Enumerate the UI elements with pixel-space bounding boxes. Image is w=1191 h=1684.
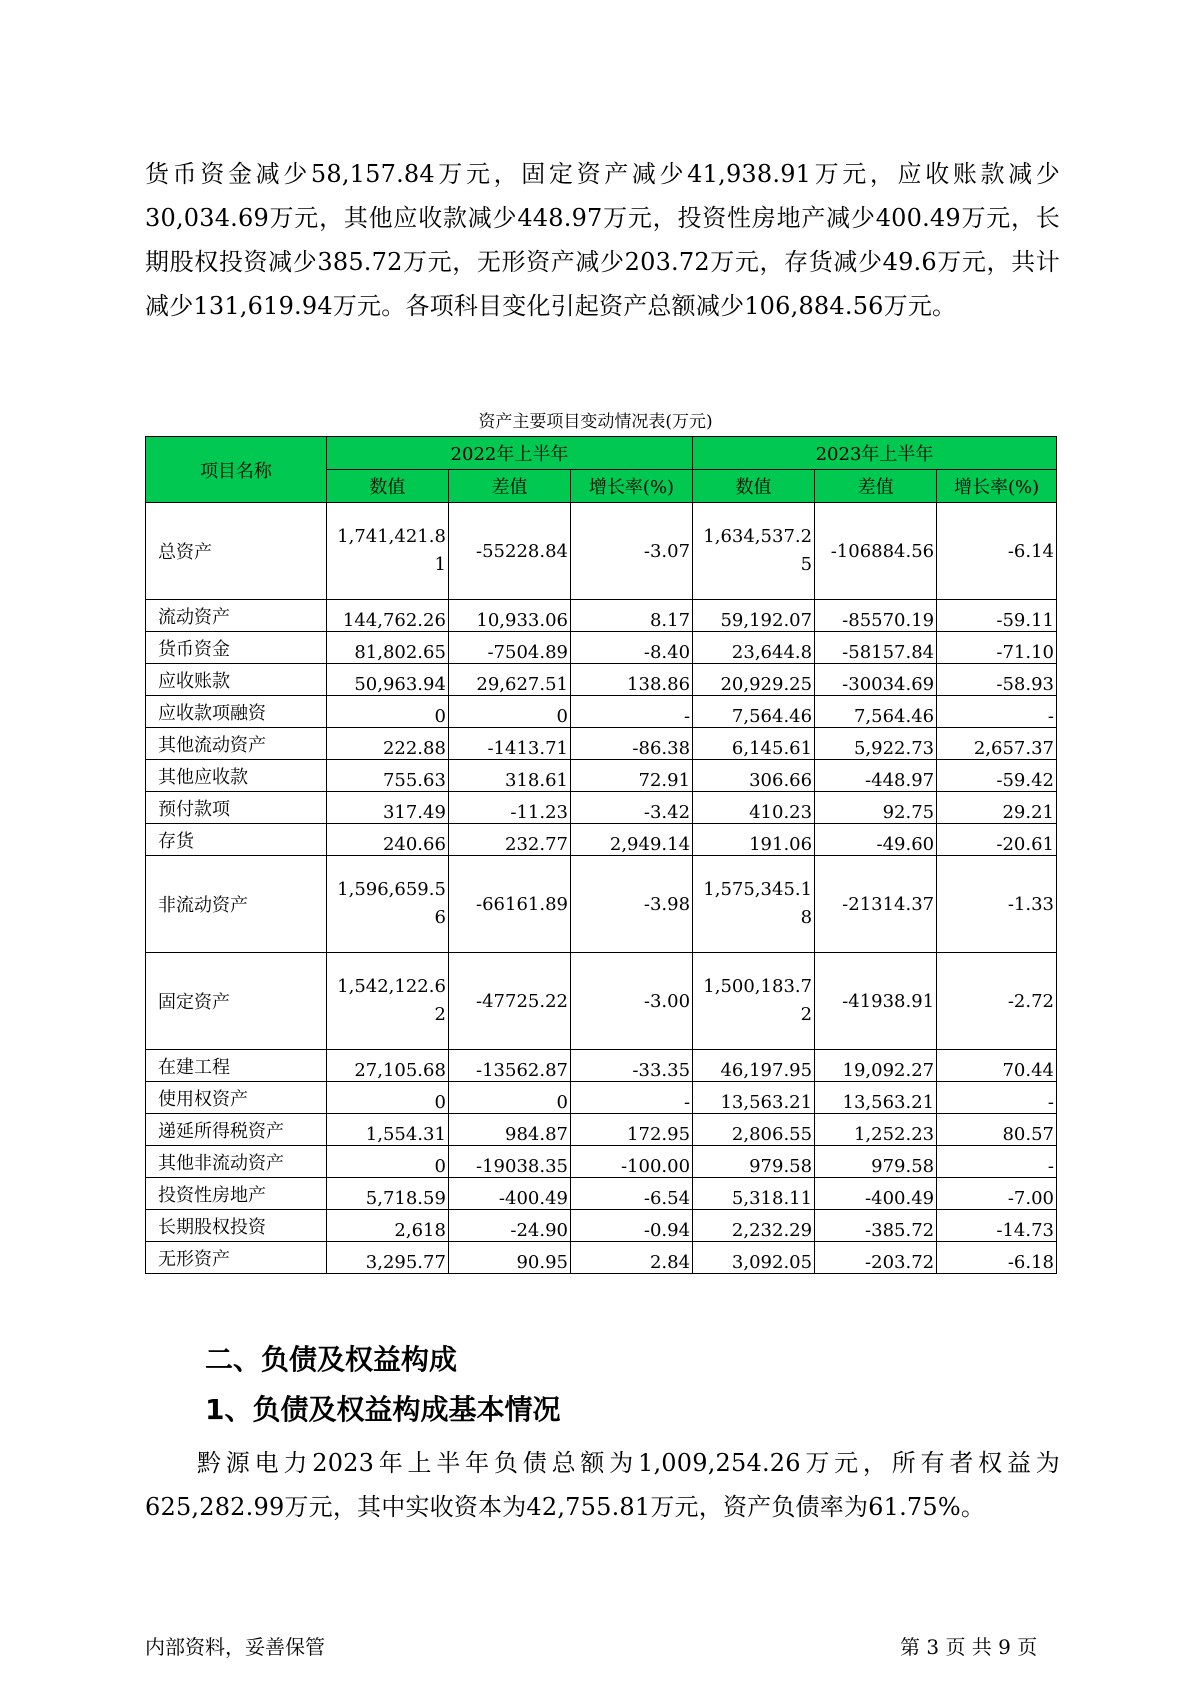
cell-rate-2023: - bbox=[937, 1146, 1057, 1178]
cell-diff-2022: -7504.89 bbox=[448, 632, 570, 664]
table-row bbox=[146, 728, 1057, 760]
cell-diff-2022: 10,933.06 bbox=[448, 600, 570, 632]
cell-text-part: 1 bbox=[434, 554, 446, 575]
cell-rate-2022: - bbox=[570, 1082, 692, 1114]
cell-diff-2023: 92.75 bbox=[815, 792, 937, 824]
footer-note: 内部资料，妥善保管 bbox=[145, 1635, 325, 1659]
cell-rate-2022: - bbox=[570, 696, 692, 728]
cell-text-part: 1,575,345.1 bbox=[703, 879, 813, 900]
cell-diff-2023: 13,563.21 bbox=[815, 1082, 937, 1114]
cell-diff-2022: -11.23 bbox=[448, 792, 570, 824]
row-label: 应收账款 bbox=[146, 664, 327, 696]
cell-value-2023: 46,197.95 bbox=[693, 1050, 815, 1082]
cell-rate-2023: 2,657.37 bbox=[937, 728, 1057, 760]
row-label: 存货 bbox=[146, 824, 327, 856]
table-row bbox=[146, 1242, 1057, 1274]
cell-value-2023: 6,145.61 bbox=[693, 728, 815, 760]
table-row bbox=[146, 696, 1057, 728]
header-year-2022: 2022年上半年 bbox=[326, 437, 692, 470]
intro-paragraph: 货币资金减少58,157.84万元，固定资产减少41,938.91万元，应收账款减少30,034.69万元，其他应收款减少448.97万元，投资性房地产减少400.49万元，长期股权投资减少385.72万元，无形资产减少203.72万元，存货减少49.6万元，共计减少131,619.94万元。各项科目变化引起资产总额减少106,884.56万元。 bbox=[145, 160, 1060, 320]
cell-diff-2023: -106884.56 bbox=[815, 503, 937, 600]
cell-value-2023: 2,806.55 bbox=[693, 1114, 815, 1146]
cell-value-2022: 144,762.26 bbox=[326, 600, 448, 632]
cell-value-2023 bbox=[693, 953, 815, 1050]
table-row bbox=[146, 824, 1057, 856]
cell-value-2023: 13,563.21 bbox=[693, 1082, 815, 1114]
cell-diff-2022: 232.77 bbox=[448, 824, 570, 856]
row-label: 长期股权投资 bbox=[146, 1210, 327, 1242]
cell-rate-2023: -1.33 bbox=[937, 856, 1057, 953]
cell-rate-2022: -86.38 bbox=[570, 728, 692, 760]
header-value: 数值 bbox=[693, 470, 815, 503]
cell-text-part: 1,741,421.8 bbox=[337, 526, 446, 547]
cell-rate-2022: 138.86 bbox=[570, 664, 692, 696]
page-number: 第 3 页 共 9 页 bbox=[900, 1635, 1038, 1659]
cell-value-2023: 7,564.46 bbox=[693, 696, 815, 728]
row-label: 预付款项 bbox=[146, 792, 327, 824]
cell-diff-2022: 0 bbox=[448, 696, 570, 728]
cell-diff-2022: 318.61 bbox=[448, 760, 570, 792]
cell-diff-2022: 0 bbox=[448, 1082, 570, 1114]
cell-value-2022: 0 bbox=[326, 1146, 448, 1178]
cell-text-part: 1,542,122.6 bbox=[337, 976, 446, 997]
cell-diff-2022: -400.49 bbox=[448, 1178, 570, 1210]
cell-text-part: 8 bbox=[800, 907, 813, 928]
table-row bbox=[146, 1178, 1057, 1210]
cell-diff-2023: 1,252.23 bbox=[815, 1114, 937, 1146]
table-row bbox=[146, 632, 1057, 664]
subsection-heading: 1、负债及权益构成基本情况 bbox=[205, 1393, 561, 1426]
cell-rate-2022: 2.84 bbox=[570, 1242, 692, 1274]
cell-value-2023 bbox=[693, 503, 815, 600]
cell-text-part: 1,596,659.5 bbox=[337, 879, 446, 900]
row-label: 其他非流动资产 bbox=[146, 1146, 327, 1178]
row-label: 无形资产 bbox=[146, 1242, 327, 1274]
header-rate: 增长率(%) bbox=[937, 470, 1057, 503]
row-label: 在建工程 bbox=[146, 1050, 327, 1082]
cell-rate-2022: -0.94 bbox=[570, 1210, 692, 1242]
header-value: 数值 bbox=[326, 470, 448, 503]
cell-diff-2023: -30034.69 bbox=[815, 664, 937, 696]
cell-text-part: 2 bbox=[800, 1004, 813, 1025]
cell-rate-2022: -3.00 bbox=[570, 953, 692, 1050]
cell-rate-2023: -7.00 bbox=[937, 1178, 1057, 1210]
cell-rate-2023: 80.57 bbox=[937, 1114, 1057, 1146]
table-row bbox=[146, 792, 1057, 824]
cell-diff-2023: 7,564.46 bbox=[815, 696, 937, 728]
cell-diff-2022: -66161.89 bbox=[448, 856, 570, 953]
cell-diff-2023: 979.58 bbox=[815, 1146, 937, 1178]
cell-value-2022: 5,718.59 bbox=[326, 1178, 448, 1210]
table-row bbox=[146, 953, 1057, 1050]
table-body bbox=[146, 503, 1057, 1274]
row-label: 流动资产 bbox=[146, 600, 327, 632]
cell-rate-2023: -14.73 bbox=[937, 1210, 1057, 1242]
cell-diff-2022: -47725.22 bbox=[448, 953, 570, 1050]
liability-paragraph: 黔源电力2023年上半年负债总额为1,009,254.26万元，所有者权益为625,282.99万元，其中实收资本为42,755.81万元，资产负债率为61.75%。 bbox=[145, 1449, 1060, 1521]
cell-diff-2023: -21314.37 bbox=[815, 856, 937, 953]
row-label: 固定资产 bbox=[146, 953, 327, 1050]
header-rate: 增长率(%) bbox=[570, 470, 692, 503]
cell-rate-2023: 29.21 bbox=[937, 792, 1057, 824]
cell-value-2022 bbox=[326, 503, 448, 600]
cell-diff-2023: -385.72 bbox=[815, 1210, 937, 1242]
cell-value-2022: 27,105.68 bbox=[326, 1050, 448, 1082]
cell-value-2023: 2,232.29 bbox=[693, 1210, 815, 1242]
header-diff: 差值 bbox=[448, 470, 570, 503]
table-row bbox=[146, 1050, 1057, 1082]
cell-value-2022: 0 bbox=[326, 696, 448, 728]
cell-value-2022: 1,554.31 bbox=[326, 1114, 448, 1146]
cell-diff-2022: -55228.84 bbox=[448, 503, 570, 600]
row-label: 应收款项融资 bbox=[146, 696, 327, 728]
cell-diff-2022: -1413.71 bbox=[448, 728, 570, 760]
row-label: 投资性房地产 bbox=[146, 1178, 327, 1210]
cell-rate-2023: -59.42 bbox=[937, 760, 1057, 792]
cell-diff-2023: 19,092.27 bbox=[815, 1050, 937, 1082]
table-row bbox=[146, 856, 1057, 953]
row-label: 递延所得税资产 bbox=[146, 1114, 327, 1146]
cell-diff-2023: -58157.84 bbox=[815, 632, 937, 664]
cell-rate-2023: - bbox=[937, 696, 1057, 728]
cell-text-part: 2 bbox=[434, 1004, 446, 1025]
cell-diff-2023: -400.49 bbox=[815, 1178, 937, 1210]
cell-diff-2023: -448.97 bbox=[815, 760, 937, 792]
cell-diff-2022: -24.90 bbox=[448, 1210, 570, 1242]
cell-diff-2022: 90.95 bbox=[448, 1242, 570, 1274]
cell-rate-2023: 70.44 bbox=[937, 1050, 1057, 1082]
table-row bbox=[146, 503, 1057, 600]
cell-rate-2022: 8.17 bbox=[570, 600, 692, 632]
cell-rate-2023: -20.61 bbox=[937, 824, 1057, 856]
cell-rate-2023: -6.18 bbox=[937, 1242, 1057, 1274]
cell-diff-2023: 5,922.73 bbox=[815, 728, 937, 760]
cell-rate-2023: -58.93 bbox=[937, 664, 1057, 696]
cell-value-2022: 755.63 bbox=[326, 760, 448, 792]
cell-value-2022: 3,295.77 bbox=[326, 1242, 448, 1274]
cell-text-part: 1,634,537.2 bbox=[703, 526, 813, 547]
cell-rate-2022: -8.40 bbox=[570, 632, 692, 664]
cell-value-2023 bbox=[693, 856, 815, 953]
cell-value-2022 bbox=[326, 856, 448, 953]
cell-rate-2023: -59.11 bbox=[937, 600, 1057, 632]
row-label: 非流动资产 bbox=[146, 856, 327, 953]
cell-rate-2023: - bbox=[937, 1082, 1057, 1114]
cell-rate-2022: -3.98 bbox=[570, 856, 692, 953]
cell-value-2023: 20,929.25 bbox=[693, 664, 815, 696]
table-row bbox=[146, 1082, 1057, 1114]
table-row bbox=[146, 1114, 1057, 1146]
cell-diff-2022: -13562.87 bbox=[448, 1050, 570, 1082]
cell-value-2022: 0 bbox=[326, 1082, 448, 1114]
cell-value-2022: 222.88 bbox=[326, 728, 448, 760]
cell-value-2023: 306.66 bbox=[693, 760, 815, 792]
cell-value-2022: 317.49 bbox=[326, 792, 448, 824]
cell-value-2022: 2,618 bbox=[326, 1210, 448, 1242]
cell-rate-2022: -6.54 bbox=[570, 1178, 692, 1210]
cell-value-2023: 59,192.07 bbox=[693, 600, 815, 632]
cell-rate-2023: -71.10 bbox=[937, 632, 1057, 664]
asset-change-table bbox=[145, 436, 1057, 1274]
section-heading: 二、负债及权益构成 bbox=[205, 1343, 458, 1376]
table-row bbox=[146, 1210, 1057, 1242]
cell-rate-2022: 2,949.14 bbox=[570, 824, 692, 856]
cell-text-part: 6 bbox=[434, 907, 446, 928]
cell-value-2023: 410.23 bbox=[693, 792, 815, 824]
cell-rate-2022: 172.95 bbox=[570, 1114, 692, 1146]
cell-rate-2022: 72.91 bbox=[570, 760, 692, 792]
table-row bbox=[146, 760, 1057, 792]
cell-text-part: 5 bbox=[800, 554, 813, 575]
cell-diff-2022: -19038.35 bbox=[448, 1146, 570, 1178]
cell-text-part: 1,500,183.7 bbox=[703, 976, 813, 997]
cell-value-2022: 240.66 bbox=[326, 824, 448, 856]
cell-diff-2023: -49.60 bbox=[815, 824, 937, 856]
table-row bbox=[146, 600, 1057, 632]
cell-rate-2022: -100.00 bbox=[570, 1146, 692, 1178]
row-label: 使用权资产 bbox=[146, 1082, 327, 1114]
header-diff: 差值 bbox=[815, 470, 937, 503]
cell-value-2022: 81,802.65 bbox=[326, 632, 448, 664]
cell-value-2023: 23,644.8 bbox=[693, 632, 815, 664]
header-item-name: 项目名称 bbox=[146, 437, 327, 503]
table-caption: 资产主要项目变动情况表(万元) bbox=[478, 412, 713, 432]
cell-diff-2022: 984.87 bbox=[448, 1114, 570, 1146]
cell-value-2022 bbox=[326, 953, 448, 1050]
table-row bbox=[146, 664, 1057, 696]
table-row bbox=[146, 1146, 1057, 1178]
cell-value-2023: 191.06 bbox=[693, 824, 815, 856]
cell-value-2023: 5,318.11 bbox=[693, 1178, 815, 1210]
cell-value-2023: 3,092.05 bbox=[693, 1242, 815, 1274]
row-label: 其他流动资产 bbox=[146, 728, 327, 760]
header-year-2023: 2023年上半年 bbox=[693, 437, 1057, 470]
cell-value-2023: 979.58 bbox=[693, 1146, 815, 1178]
cell-diff-2023: -203.72 bbox=[815, 1242, 937, 1274]
cell-diff-2022: 29,627.51 bbox=[448, 664, 570, 696]
cell-rate-2023: -2.72 bbox=[937, 953, 1057, 1050]
cell-rate-2023: -6.14 bbox=[937, 503, 1057, 600]
cell-rate-2022: -33.35 bbox=[570, 1050, 692, 1082]
cell-diff-2023: -41938.91 bbox=[815, 953, 937, 1050]
cell-rate-2022: -3.42 bbox=[570, 792, 692, 824]
row-label: 总资产 bbox=[146, 503, 327, 600]
row-label: 其他应收款 bbox=[146, 760, 327, 792]
cell-rate-2022: -3.07 bbox=[570, 503, 692, 600]
cell-value-2022: 50,963.94 bbox=[326, 664, 448, 696]
cell-diff-2023: -85570.19 bbox=[815, 600, 937, 632]
row-label: 货币资金 bbox=[146, 632, 327, 664]
